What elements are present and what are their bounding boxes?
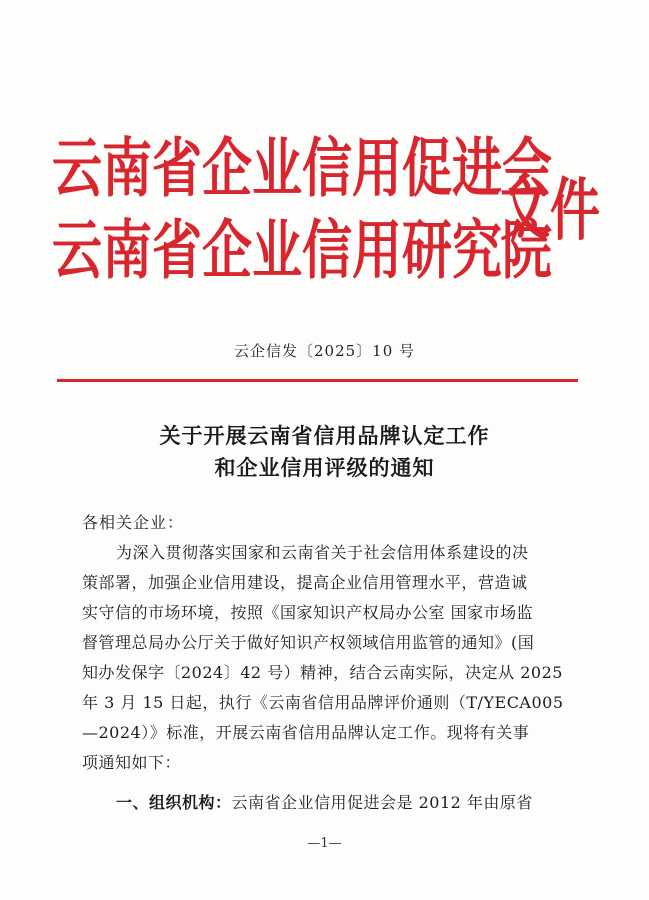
notice-title-line-2: 和企业信用评级的通知 bbox=[214, 455, 435, 480]
page-number: —1— bbox=[307, 836, 342, 851]
issuer-name-1: 云南省企业信用促进会 bbox=[52, 130, 552, 207]
paragraph-line: 知办发保字〔2024〕42 号）精神，结合云南实际，决定从 2025 bbox=[82, 663, 563, 682]
paragraph-line: —2024）》标准，开展云南省信用品牌认定工作。现将有关事 bbox=[82, 723, 530, 742]
paragraph-line: 项通知如下： bbox=[82, 753, 182, 772]
section-1 bbox=[82, 788, 562, 818]
paragraph-1 bbox=[82, 538, 562, 778]
paragraph-line: 实守信的市场环境，按照《国家知识产权局办公室 国家市场监 bbox=[82, 603, 534, 622]
paragraph-line: 为深入贯彻落实国家和云南省关于社会信用体系建设的决 bbox=[116, 543, 529, 562]
document-word: 文件 bbox=[500, 170, 600, 250]
red-divider-line bbox=[57, 379, 578, 382]
section-1-line bbox=[82, 788, 562, 818]
paragraph-line: 策部署，加强企业信用建设，提高企业信用管理水平，营造诚 bbox=[82, 573, 528, 592]
salutation: 各相关企业： bbox=[82, 513, 185, 532]
issuer-name-2: 云南省企业信用研究院 bbox=[52, 212, 552, 289]
section-1-heading: 一、组织机构： bbox=[116, 793, 232, 812]
paragraph-line: 督管理总局办公厅关于做好知识产权领域信用监管的通知》(国 bbox=[82, 633, 535, 652]
paragraph-line: 年 3 月 15 日起，执行《云南省信用品牌评价通则（T/YECA005 bbox=[82, 693, 564, 712]
document-number: 云企信发〔2025〕10 号 bbox=[233, 342, 416, 360]
notice-title-line-1: 关于开展云南省信用品牌认定工作 bbox=[159, 423, 490, 448]
section-1-text: 云南省企业信用促进会是 2012 年由原省 bbox=[231, 793, 533, 812]
issuer-block bbox=[52, 128, 552, 292]
